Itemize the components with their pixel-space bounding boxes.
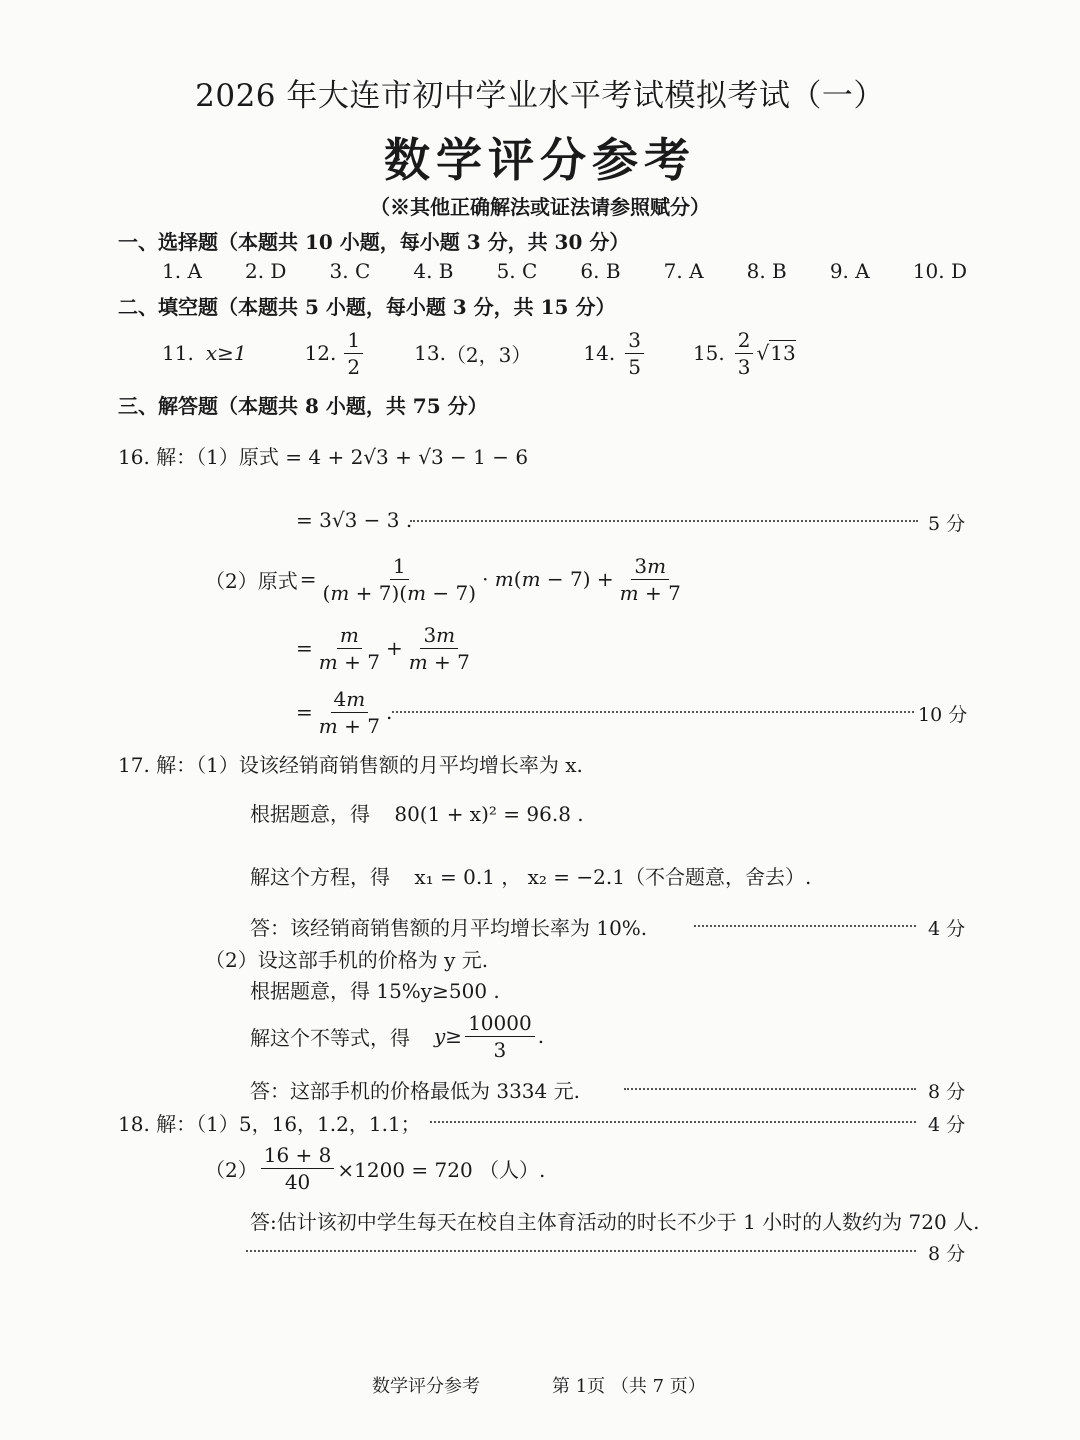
q16-part2-line2	[296, 620, 476, 676]
fill-answers-row	[162, 327, 796, 379]
denominator: m + 7	[318, 649, 380, 674]
q12-denominator: 2	[347, 354, 361, 379]
answer-item: 10. D	[912, 259, 967, 283]
q17-line2	[250, 798, 584, 827]
answer-item: 5. C	[496, 259, 538, 283]
q17-line3	[250, 861, 811, 890]
period: .	[537, 1024, 545, 1048]
equals-sign: =	[296, 636, 313, 660]
q15-number: 15.	[692, 341, 725, 365]
grading-note: （※其他正确解法或证法请参照赋分）	[370, 195, 710, 219]
q18-line2	[205, 1140, 545, 1196]
q14-fraction	[625, 329, 644, 378]
denominator: m + 7	[318, 713, 380, 738]
q16-part2-line1	[205, 548, 687, 610]
q15-root: √13	[756, 341, 796, 365]
numerator: 1	[390, 555, 409, 580]
q16-part2-line3	[296, 684, 392, 740]
q13-answer: （2，3）	[445, 342, 532, 367]
q17-line4: 答：该经销商销售额的月平均增长率为 10%.	[250, 916, 648, 940]
q16-eq2: = 3√3 − 3 .	[296, 508, 413, 532]
q17-line2-math: 80(1 + x)² = 96.8 .	[394, 802, 584, 826]
denominator: m + 7	[408, 649, 470, 674]
page-number: 第 1页 （共 7 页）	[552, 1376, 706, 1397]
q16-line1	[118, 441, 528, 470]
numerator: m	[337, 624, 362, 649]
q17-line8: 答：这部手机的价格最低为 3334 元.	[250, 1079, 580, 1103]
q18-numerator: 16 + 8	[261, 1144, 335, 1169]
q17-line5: （2）设这部手机的价格为 y 元.	[205, 948, 489, 972]
q17-line3-math: x₁ = 0.1 ， x₂ = −2.1（不合题意，舍去）.	[414, 865, 812, 889]
answer-item: 2. D	[244, 259, 287, 283]
score-leader-dots	[392, 711, 914, 713]
answer-item: 6. B	[580, 259, 621, 283]
q16-frac-e	[316, 688, 383, 737]
q17-line1: 17. 解：（1）设该经销商销售额的月平均增长率为 x.	[118, 753, 583, 777]
q15-radicand: 13	[770, 341, 796, 365]
score-leader-dots	[410, 520, 918, 522]
choice-answers-row	[162, 259, 967, 283]
q11-answer: x≥1	[205, 341, 247, 365]
q16-part2-label: （2）原式	[205, 568, 298, 593]
q12-number: 12.	[304, 341, 337, 365]
footer-title: 数学评分参考	[372, 1376, 480, 1397]
expression: · m(m − 7) +	[482, 567, 614, 591]
answer-item: 1. A	[162, 259, 202, 283]
section-2-heading: 二、填空题（本题共 5 小题，每小题 3 分，共 15 分）	[118, 295, 616, 319]
q17-line2-text: 根据题意，得	[250, 802, 370, 826]
q16-score2: 10 分	[918, 704, 968, 726]
q13-number: 13.	[414, 341, 446, 365]
q17-line7-lhs: y≥	[434, 1024, 463, 1048]
q16-score1: 5 分	[928, 513, 966, 535]
q17-line7-numerator: 10000	[465, 1012, 535, 1037]
q14-denominator: 5	[628, 354, 641, 379]
numerator: 3m	[631, 555, 669, 580]
period: .	[385, 700, 393, 724]
q17-line6: 根据题意，得 15%y≥500 .	[250, 979, 500, 1003]
score-leader-dots	[624, 1088, 916, 1090]
q17-line7	[250, 1008, 544, 1064]
q17-line7-fraction	[465, 1012, 535, 1061]
answer-item: 7. A	[663, 259, 704, 283]
q16-frac-b	[617, 555, 684, 604]
q11-number: 11.	[162, 341, 194, 365]
exam-title: 2026 年大连市初中学业水平考试模拟考试（一）	[195, 78, 885, 114]
answer-item: 4. B	[413, 259, 454, 283]
q15-denominator: 3	[737, 354, 751, 379]
answer-item: 9. A	[829, 259, 870, 283]
document-subtitle: 数学评分参考	[384, 133, 696, 187]
q18-answer: 答:估计该初中学生每天在校自主体育活动的时长不少于 1 小时的人数约为 720 人.	[250, 1210, 980, 1234]
q15-numerator: 2	[735, 329, 754, 354]
q18-denominator: 40	[284, 1169, 311, 1194]
q17-line7-text: 解这个不等式，得	[250, 1025, 410, 1050]
denominator: (m + 7)(m − 7)	[322, 580, 477, 605]
plus-sign: +	[385, 636, 403, 660]
q18-score2: 8 分	[928, 1243, 966, 1265]
q16-eq1: = 4 + 2√3 + √3 − 1 − 6	[285, 445, 529, 469]
q17-line7-denominator: 3	[493, 1037, 507, 1062]
section-3-heading: 三、解答题（本题共 8 小题，共 75 分）	[118, 394, 488, 418]
numerator: 3m	[420, 624, 458, 649]
equals-sign: =	[296, 700, 313, 724]
q12-fraction	[344, 329, 363, 378]
score-leader-dots	[694, 925, 916, 927]
q17-score2: 8 分	[928, 1081, 966, 1103]
answer-item: 3. C	[329, 259, 371, 283]
q14-number: 14.	[583, 341, 616, 365]
q18-part2-label: （2）	[205, 1157, 258, 1182]
q18-score1: 4 分	[928, 1114, 966, 1136]
q18-line1: 18. 解：（1）5，16，1.2，1.1；	[118, 1112, 421, 1136]
q16-frac-d	[406, 624, 473, 673]
denominator: m + 7	[619, 580, 681, 605]
score-leader-dots	[246, 1250, 916, 1252]
score-leader-dots	[430, 1121, 916, 1123]
numerator: 4m	[331, 688, 369, 713]
q12-numerator: 1	[344, 329, 363, 354]
q16-frac-a	[320, 555, 480, 604]
q15-fraction	[735, 329, 754, 378]
q17-score1: 4 分	[928, 918, 966, 940]
section-1-heading: 一、选择题（本题共 10 小题，每小题 3 分，共 30 分）	[118, 230, 630, 254]
equals-sign: =	[299, 567, 317, 591]
q14-numerator: 3	[625, 329, 644, 354]
q18-fraction	[261, 1144, 335, 1193]
q16-frac-c	[316, 624, 383, 673]
q16-label: 16. 解：（1）原式	[118, 445, 279, 469]
answer-item: 8. B	[746, 259, 787, 283]
q18-expression: ×1200 = 720 （人）.	[337, 1157, 546, 1182]
q17-line3-text: 解这个方程，得	[250, 865, 390, 889]
